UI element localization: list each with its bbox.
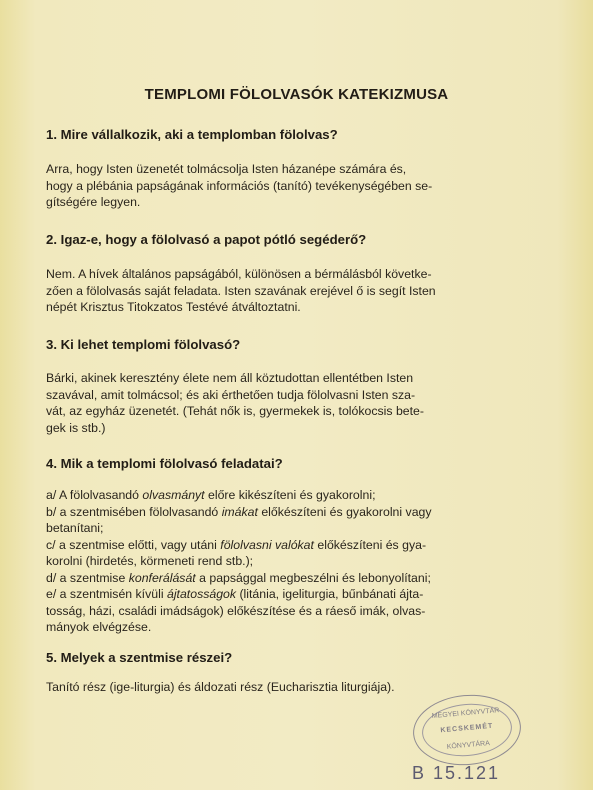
question-5: 5. Melyek a szentmise részei? xyxy=(46,650,233,665)
answer-line: betanítani; xyxy=(46,521,104,535)
answer-line: b/ a szentmisében fölolvasandó imákat előkészíteni és gyakorolni vagy xyxy=(46,504,432,519)
answer-line: korolni (hirdetés, körmeneti rend stb.); xyxy=(46,554,254,568)
question-2: 2. Igaz-e, hogy a fölolvasó a papot pótló segéderő? xyxy=(46,232,367,247)
question-1: 1. Mire vállalkozik, aki a templomban fölolvas? xyxy=(46,127,338,142)
emphasis-word: imákat xyxy=(221,504,258,519)
stamp-top-text: MEGYEI KÖNYVTÁR xyxy=(431,707,500,720)
answer-line: Tanító rész (ige-liturgia) és áldozati rész (Eucharisztia liturgiája). xyxy=(46,680,395,694)
emphasis-word: olvasmányt xyxy=(142,488,205,502)
answer-line: d/ a szentmise konferálását a papsággal megbeszélni és lebonyolítani; xyxy=(46,570,431,585)
shelf-mark: B 15.121 xyxy=(412,763,501,783)
answer-line: szavával, amit tolmácsol; és aki érthetően tudja fölolvasni Isten sza- xyxy=(46,387,416,402)
answer-1 xyxy=(46,161,466,211)
stamp-middle-text: KECSKEMÉT xyxy=(440,722,494,735)
answer-line: hogy a plébánia papságának információs (tanító) tevékenységében se- xyxy=(46,178,433,193)
stamp-bottom-text: KÖNYVTÁRA xyxy=(446,740,491,751)
answer-line: a/ A fölolvasandó olvasmányt előre kikészíteni és gyakorolni; xyxy=(46,488,376,502)
answer-line: népét Krisztus Titokzatos Testévé átváltoztatni. xyxy=(46,300,301,314)
emphasis-word: fölolvasni valókat xyxy=(220,537,314,552)
question-3: 3. Ki lehet templomi fölolvasó? xyxy=(46,337,241,352)
answer-line: gek is stb.) xyxy=(46,420,106,435)
answer-line: Arra, hogy Isten üzenetét tolmácsolja Isten házanépe számára és, xyxy=(46,162,407,176)
emphasis-word: konferálását xyxy=(128,570,196,585)
document-title: TEMPLOMI FÖLOLVASÓK KATEKIZMUSA xyxy=(144,86,449,103)
question-4: 4. Mik a templomi fölolvasó feladatai? xyxy=(46,456,283,471)
emphasis-word: ájtatosságok xyxy=(166,587,237,601)
answer-2 xyxy=(46,266,466,316)
answer-line: c/ a szentmise előtti, vagy utáni fölolvasni valókat előkészíteni és gya- xyxy=(46,537,427,552)
answer-line: zően a fölolvasás saját feladata. Isten szavának erejével ő is segít Isten xyxy=(46,283,436,298)
library-stamp xyxy=(410,690,524,769)
answer-line: mányok elvégzése. xyxy=(46,620,152,634)
answer-4 xyxy=(46,487,466,636)
answer-5 xyxy=(46,679,466,696)
answer-line: tosság, házi, családi imádságok) előkészítése és a ráeső imák, olvas- xyxy=(46,603,426,618)
answer-line: Nem. A hívek általános papságából, különösen a bérmálásból követke- xyxy=(46,267,432,281)
answer-3 xyxy=(46,370,466,436)
answer-line: e/ a szentmisén kívüli ájtatosságok (litánia, igeliturgia, bűnbánati ájta- xyxy=(46,587,424,601)
answer-line: gítségére legyen. xyxy=(46,195,141,209)
answer-line: vát, az egyház üzenetét. (Tehát nők is, gyermekek is, tolókocsis bete- xyxy=(46,404,424,418)
answer-line: Bárki, akinek keresztény élete nem áll köztudottan ellentétben Isten xyxy=(46,371,414,385)
